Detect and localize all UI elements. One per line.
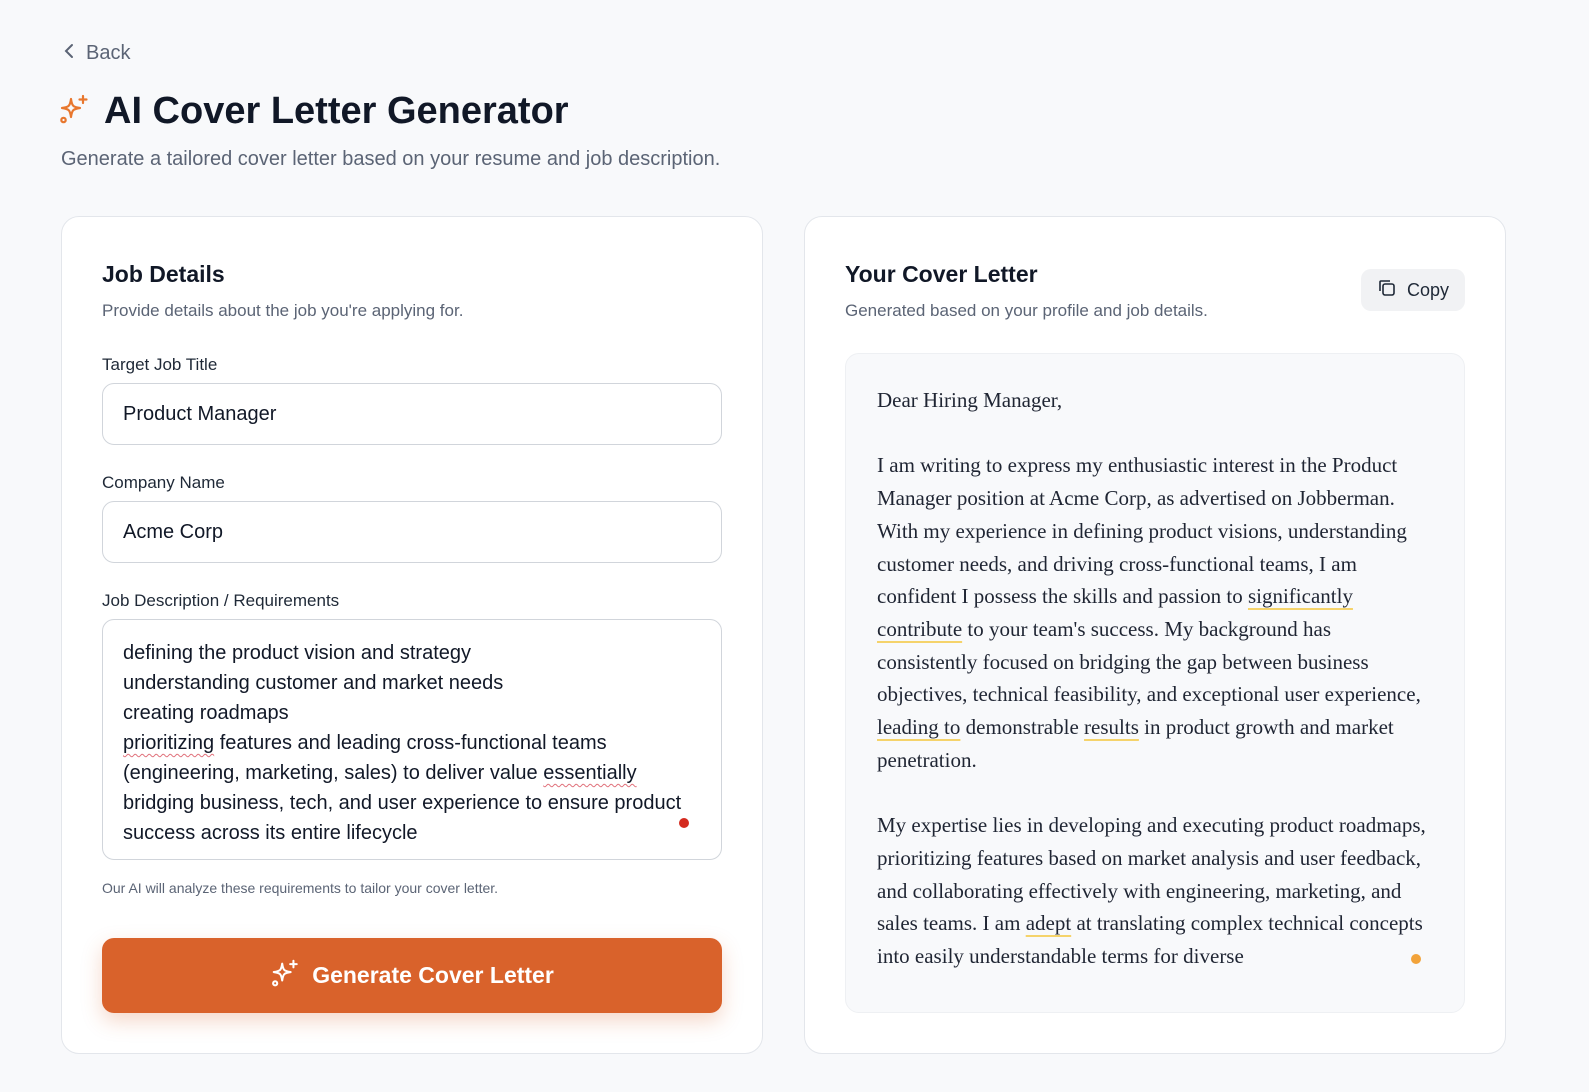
company-input[interactable]: Acme Corp <box>102 501 722 563</box>
company-label: Company Name <box>102 473 225 492</box>
description-label: Job Description / Requirements <box>102 591 340 610</box>
suggestion-word[interactable]: results <box>1084 715 1139 740</box>
description-line <box>123 758 701 788</box>
text: in product growth and market penetration. <box>877 715 1394 772</box>
text: demonstrable <box>960 715 1085 740</box>
greeting: Dear Hiring Manager, <box>877 388 1063 412</box>
paragraph-2 <box>877 809 1434 973</box>
text: at translating complex technical concepts into easily understandable terms for diverse <box>877 911 1423 968</box>
cover-letter-description: Generated based on your profile and job details. <box>845 301 1208 320</box>
cover-letter-card <box>804 216 1506 1054</box>
generate-cover-letter-button[interactable] <box>102 938 722 1013</box>
copy-label: Copy <box>1406 279 1449 300</box>
spellcheck-word: essentially <box>543 762 637 784</box>
spellcheck-word: prioritizing <box>123 732 215 754</box>
job-description-textarea[interactable] <box>102 619 722 860</box>
generate-label: Generate Cover Letter <box>312 962 554 988</box>
copy-button[interactable] <box>1361 269 1465 311</box>
copy-icon <box>1377 278 1397 303</box>
job-title-label: Target Job Title <box>102 355 218 374</box>
job-title-input[interactable]: Product Manager <box>102 383 722 445</box>
page-header <box>58 90 569 133</box>
description-line: creating roadmaps <box>123 702 289 724</box>
cover-letter-content[interactable] <box>845 353 1465 1013</box>
text: features and leading cross-functional teams <box>214 732 607 754</box>
job-details-title: Job Details <box>102 261 225 287</box>
suggestion-word[interactable]: significantly contribute <box>877 584 1353 641</box>
back-link[interactable] <box>62 42 130 65</box>
description-line <box>123 728 701 758</box>
text: (engineering, marketing, sales) to deliver value <box>123 762 544 784</box>
cover-letter-title: Your Cover Letter <box>845 261 1038 287</box>
description-hint: Our AI will analyze these requirements to tailor your cover letter. <box>102 880 499 896</box>
sparkles-icon <box>270 958 300 994</box>
paragraph-1 <box>877 449 1434 776</box>
text: My expertise lies in developing and executing product roadmaps, prioritizing features based on market analysis and user feedback, and collaborating effectively with engineering, marketing, and sales teams. I am <box>877 813 1426 936</box>
job-details-description: Provide details about the job you're applying for. <box>102 301 464 320</box>
description-line: success across its entire lifecycle <box>123 822 418 844</box>
text: I am writing to express my enthusiastic interest in the Product Manager position at Acme Corp, as advertised on Jobberman. With my experience in defining product visions, understanding customer needs, and driving cross-functional teams, I am confident I possess the skills and passion to <box>877 453 1407 609</box>
job-details-card <box>61 216 763 1054</box>
suggestion-word[interactable]: leading to <box>877 715 961 740</box>
grammar-indicator-icon[interactable] <box>1411 954 1421 964</box>
back-label: Back <box>86 42 131 64</box>
text: to your team's success. My background has consistently focused on bridging the gap between business objectives, technical feasibility, and exceptional user experience, <box>877 616 1421 707</box>
sparkles-icon <box>58 93 90 130</box>
page-title: AI Cover Letter Generator <box>104 90 569 132</box>
chevron-left-icon <box>62 42 76 65</box>
description-line: bridging business, tech, and user experience to ensure product <box>123 792 682 814</box>
description-line: understanding customer and market needs <box>123 672 504 694</box>
description-line: defining the product vision and strategy <box>123 642 471 664</box>
grammar-indicator-icon[interactable] <box>679 818 689 828</box>
page-subtitle: Generate a tailored cover letter based on your resume and job description. <box>61 148 721 170</box>
suggestion-word[interactable]: adept <box>1025 911 1072 936</box>
